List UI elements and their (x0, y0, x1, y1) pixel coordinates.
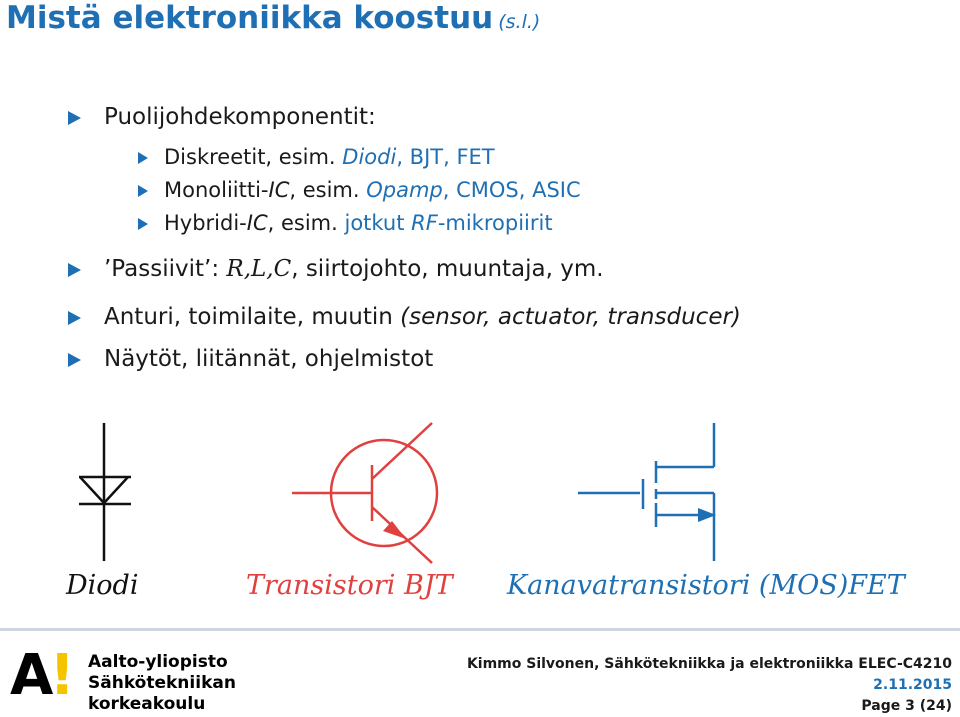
bullet-text-italic: RF (411, 211, 438, 235)
bullet-text-blue: -mikropiirit (437, 211, 553, 235)
bjt-symbol-icon (292, 423, 437, 563)
bullet-triangle-icon (138, 185, 148, 197)
bullet-text: Monoliitti- (164, 178, 269, 202)
caption-diode: Diodi (66, 570, 139, 601)
org-line-1: Aalto-yliopisto (88, 652, 228, 672)
slide-title-main: Mistä elektroniikka koostuu (6, 0, 494, 36)
mosfet-symbol-icon (578, 423, 716, 561)
bullet-text-italic: IC (268, 178, 290, 202)
bullet-displays (104, 346, 433, 372)
caption-bjt: Transistori BJT (246, 570, 453, 601)
footer-divider (0, 628, 960, 631)
bullet-text: Diskreetit, esim. (164, 145, 343, 169)
sub-bullet-hybrid (164, 211, 553, 235)
logo-exclamation: ! (49, 643, 71, 708)
org-line-2: Sähkötekniikan (88, 673, 236, 693)
slide-date: 2.11.2015 (873, 677, 952, 693)
sub-bullet-monolithic (164, 178, 581, 202)
bullet-text: , esim. (289, 178, 367, 202)
bullet-text: Puolijohdekomponentit: (104, 104, 376, 130)
bullet-triangle-icon (68, 263, 81, 277)
bullet-text: Näytöt, liitännät, ohjelmistot (104, 346, 434, 372)
bullet-text: ’Passiivit’: (104, 256, 227, 282)
footer-info (467, 654, 952, 717)
organization-name (88, 652, 236, 715)
bullet-math: R,L,C (226, 256, 292, 282)
bullet-triangle-icon (68, 111, 81, 125)
bullet-triangle-icon (138, 218, 148, 230)
sub-bullet-discrete (164, 145, 495, 169)
bullet-triangle-icon (68, 311, 81, 325)
logo-letter: A (10, 643, 50, 708)
aalto-logo-icon (10, 643, 71, 708)
slide-title-sub: (s.l.) (498, 11, 541, 33)
bullet-text-italic: Opamp (366, 178, 443, 202)
org-line-3: korkeakoulu (88, 694, 206, 714)
bullet-text-blue: jotkut (344, 211, 412, 235)
bullet-passives (104, 256, 604, 282)
bullet-sensors (104, 304, 741, 330)
bullet-text-blue: , CMOS, ASIC (442, 178, 581, 202)
bullet-text: , siirtojohto, muuntaja, ym. (291, 256, 604, 282)
bullet-text: , esim. (267, 211, 345, 235)
bullet-text-italic: (sensor, actuator, transducer) (400, 304, 741, 330)
bullet-triangle-icon (68, 353, 81, 367)
bullet-text-italic: Diodi (342, 145, 397, 169)
bullet-text-italic: IC (246, 211, 268, 235)
circuit-symbols (0, 415, 960, 575)
bullet-text-blue: , BJT, FET (396, 145, 495, 169)
diode-symbol-icon (79, 423, 131, 561)
bullet-text: Hybridi- (164, 211, 247, 235)
caption-fet: Kanavatransistori (MOS)FET (507, 570, 905, 601)
slide-title (6, 0, 540, 36)
bullet-semiconductors (104, 104, 376, 130)
bullet-text: Anturi, toimilaite, muutin (104, 304, 401, 330)
author-course: Kimmo Silvonen, Sähkötekniikka ja elektroniikka ELEC-C4210 (466, 656, 952, 672)
bullet-triangle-icon (138, 152, 148, 164)
page-number: Page 3 (24) (861, 698, 952, 714)
